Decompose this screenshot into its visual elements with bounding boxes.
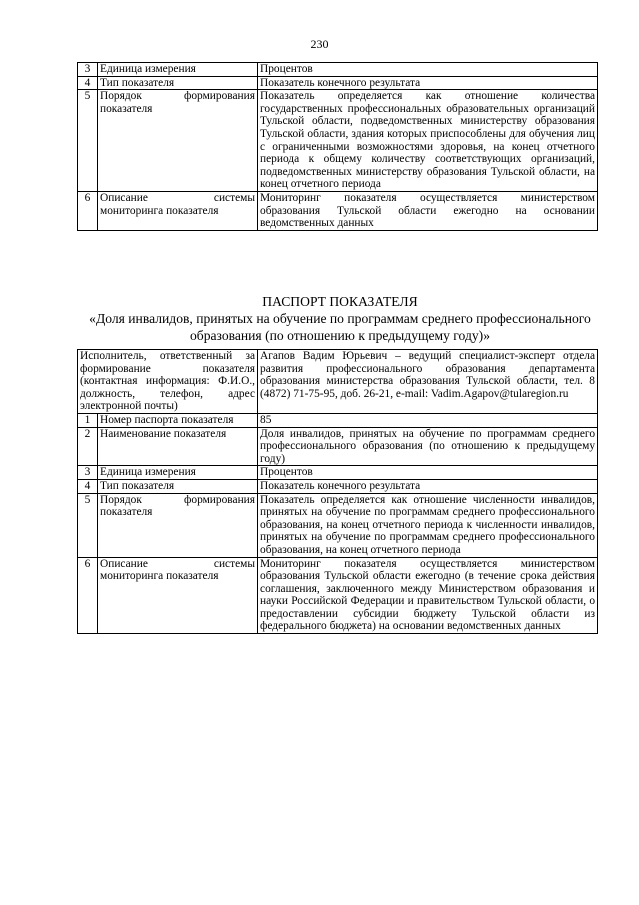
table-row: [78, 191, 598, 230]
table-row: [78, 76, 598, 90]
indicator-table-continued: [77, 62, 598, 231]
passport-title: ПАСПОРТ ПОКАЗАТЕЛЯ: [262, 294, 418, 309]
table-row: [78, 466, 598, 480]
row-number: 6: [78, 191, 98, 230]
row-number: 4: [78, 479, 98, 493]
row-label: Тип показателя: [98, 479, 258, 493]
row-label: Тип показателя: [98, 76, 258, 90]
table-row: [78, 493, 598, 557]
passport-subtitle: «Доля инвалидов, принятых на обучение по программам среднего профессионального образования (по отношению к предыдущему году)»: [89, 311, 591, 343]
row-value: Показатель определяется как отношение численности инвалидов, принятых на обучение по программам среднего профессионального образования, на конец отчетного периода к численности инвалидов, принятых на обучение по программам среднего профессионального образования, на конец отчетного периода: [258, 493, 598, 557]
row-label: Наименование показателя: [98, 427, 258, 466]
responsible-label: Исполнитель, ответственный за формирование показателя (контактная информация: Ф.И.О., должность, телефон, адрес электронной почты): [78, 350, 258, 414]
table-row: [78, 557, 598, 634]
row-number: 5: [78, 90, 98, 192]
table-row: [78, 413, 598, 427]
row-number: 1: [78, 413, 98, 427]
row-label: Единица измерения: [98, 466, 258, 480]
row-value: Мониторинг показателя осуществляется министерством образования Тульской области ежегодно на основании ведомственных данных: [258, 191, 598, 230]
table-row: [78, 427, 598, 466]
row-value: Процентов: [258, 63, 598, 77]
row-label: Порядок формирования показателя: [98, 493, 258, 557]
table-row: [78, 63, 598, 77]
row-number: 3: [78, 466, 98, 480]
row-value: 85: [258, 413, 598, 427]
row-value: Процентов: [258, 466, 598, 480]
table-row: [78, 479, 598, 493]
table-row-responsible: [78, 350, 598, 414]
row-label: Описание системы мониторинга показателя: [98, 557, 258, 634]
row-value: Доля инвалидов, принятых на обучение по программам среднего профессионального образования (по отношению к предыдущему году): [258, 427, 598, 466]
row-label: Номер паспорта показателя: [98, 413, 258, 427]
row-label: Единица измерения: [98, 63, 258, 77]
passport-heading: [70, 293, 610, 344]
row-label: Порядок формирования показателя: [98, 90, 258, 192]
indicator-passport-table: [77, 349, 598, 634]
row-value: Показатель определяется как отношение количества государственных профессиональных образовательных организаций Тульской области, подведомственных министерству образования Тульской области, здания которых приспособлены для обучения лиц с ограниченными возможностями здоровья, на конец отчетного периода к общему количеству соответствующих организаций, подведомственных министерству образования Тульской области, на конец отчетного периода: [258, 90, 598, 192]
row-number: 6: [78, 557, 98, 634]
table-row: [78, 90, 598, 192]
row-value: Показатель конечного результата: [258, 479, 598, 493]
responsible-value: Агапов Вадим Юрьевич – ведущий специалист-эксперт отдела развития профессионального образования департамента образования министерства образования Тульской области, тел. 8 (4872) 71-75-95, доб. 26-21, e-mail: Vadim.Agapov@tularegion.ru: [258, 350, 598, 414]
row-number: 5: [78, 493, 98, 557]
row-value: Показатель конечного результата: [258, 76, 598, 90]
row-number: 3: [78, 63, 98, 77]
row-number: 2: [78, 427, 98, 466]
page-number: 230: [310, 37, 329, 51]
row-number: 4: [78, 76, 98, 90]
row-label: Описание системы мониторинга показателя: [98, 191, 258, 230]
row-value: Мониторинг показателя осуществляется министерством образования Тульской области ежегодно (в течение срока действия соглашения, заключенного между Министерством образования и науки Российской Федерации и правительством Тульской области, о предоставлении субсидии бюджету Тульской области из федерального бюджета) на основании ведомственных данных: [258, 557, 598, 634]
